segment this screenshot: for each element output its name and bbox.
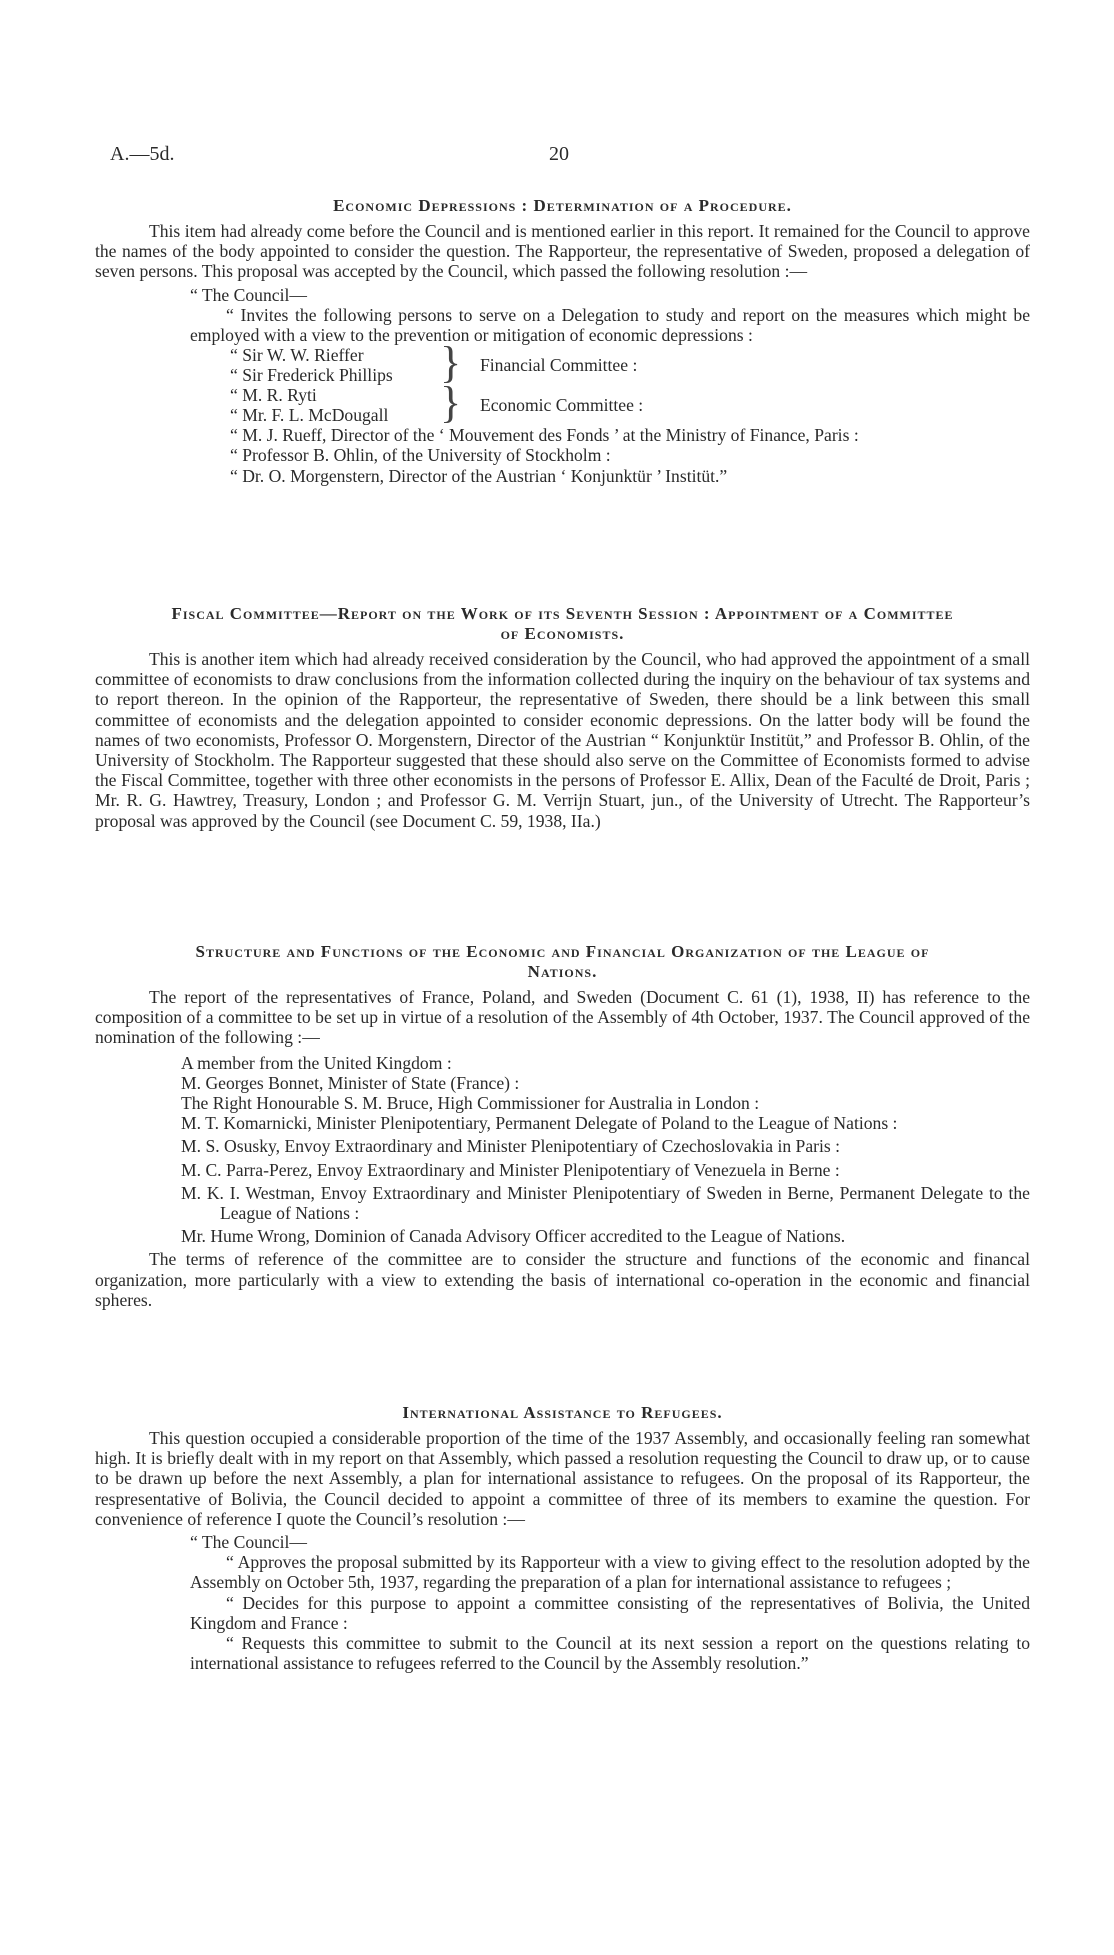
paragraph: This item had already come before the Council and is mentioned earlier in this report. It remained for the Council to approve the names of the body appointed to consider the question. The Rapporteur, the representative of Sweden, proposed a delegation of seven persons. This proposal was accepted by the Council, which passed the following resolution :—	[95, 221, 1030, 282]
section-structure-functions	[95, 942, 1030, 1310]
section-heading-line2: of Economists.	[500, 624, 625, 643]
member-name: “ Sir W. W. Rieffer	[230, 345, 364, 366]
committee-label: Financial Committee :	[480, 355, 638, 376]
section-fiscal-committee	[95, 604, 1030, 831]
list-item: The Right Honourable S. M. Bruce, High Commissioner for Australia in London :	[181, 1093, 760, 1114]
paragraph: This is another item which had already received consideration by the Council, who had approved the appointment of a small committee of economists to draw conclusions from the information collected during the inquiry on the behaviour of tax systems and to report thereon. In the opinion of the Rapporteur, the representative of Sweden, there should be a link between this small committee of economists and the delegation appointed to consider economic depressions. On the latter body will be found the names of two economists, Professor O. Morgenstern, Director of the Austrian “ Konjunktür Institüt,” and Professor B. Ohlin, of the University of Stockholm. The Rapporteur suggested that these should also serve on the Committee of Economists formed to advise the Fiscal Committee, together with three other economists in the persons of Professor E. Allix, Dean of the Faculté de Droit, Paris ; Mr. R. G. Hawtrey, Treasury, London ; and Professor G. M. Verrijn Stuart, jun., of the University of Utrecht. The Rapporteur’s proposal was approved by the Council (see Document C. 59, 1938, IIa.)	[95, 649, 1030, 831]
brace-icon: }	[440, 338, 462, 388]
quote-decides: “ Decides for this purpose to appoint a committee consisting of the representatives of Bolivia, the United Kingdom and France :	[190, 1592, 1030, 1633]
quote-approves: “ Approves the proposal submitted by its Rapporteur with a view to giving effect to the resolution adopted by the Assembly on October 5th, 1937, regarding the preparation of a plan for international assistance to refugees ;	[190, 1552, 1030, 1593]
list-item: Mr. Hume Wrong, Dominion of Canada Advisory Officer accredited to the League of Nations.	[181, 1226, 846, 1247]
member-line: “ Professor B. Ohlin, of the University of Stockholm :	[230, 445, 611, 466]
section-heading-line2: Nations.	[527, 962, 598, 981]
member-line: “ M. J. Rueff, Director of the ‘ Mouvement des Fonds ’ at the Ministry of Finance, Paris :	[230, 425, 859, 446]
list-item: M. Georges Bonnet, Minister of State (France) :	[181, 1072, 520, 1093]
member-name: “ M. R. Ryti	[230, 385, 317, 406]
section-heading-line1: Fiscal Committee—Report on the Work of its Seventh Session : Appointment of a Committee	[171, 604, 954, 623]
paragraph: The terms of reference of the committee are to consider the structure and functions of the economic and financal organization, more particularly with a view to extending the basis of international co-operation in the economic and financial spheres.	[95, 1249, 1030, 1310]
list-item: A member from the United Kingdom :	[181, 1052, 452, 1073]
quote-council: “ The Council—	[190, 284, 307, 305]
section-heading: Economic Depressions : Determination of a Procedure.	[333, 196, 792, 215]
paragraph: This question occupied a considerable proportion of the time of the 1937 Assembly, and occasionally feeling ran somewhat high. It is briefly dealt with in my report on that Assembly, which passed a resolution requesting the Council to draw up, or to cause to be drawn up before the next Assembly, a plan for international assistance to refugees. On the proposal of its Rapporteur, the respresentative of Bolivia, the Council decided to appoint a committee of three of its members to examine the question. For convenience of reference I quote the Council’s resolution :—	[95, 1428, 1030, 1529]
document-reference: A.—5d.	[110, 143, 175, 165]
brace-icon: }	[440, 378, 462, 428]
committee-label: Economic Committee :	[480, 395, 644, 416]
member-line: “ Dr. O. Morgenstern, Director of the Austrian ‘ Konjunktür ’ Institüt.”	[230, 465, 728, 486]
section-heading: International Assistance to Refugees.	[402, 1403, 723, 1422]
member-name: “ Sir Frederick Phillips	[230, 365, 393, 386]
quote-council: “ The Council—	[190, 1532, 307, 1553]
financial-committee-group	[95, 338, 1030, 388]
section-refugees	[95, 1403, 1030, 1673]
member-name: “ Mr. F. L. McDougall	[230, 405, 389, 426]
economic-committee-group	[95, 378, 1030, 428]
list-item: M. C. Parra-Perez, Envoy Extraordinary and Minister Plenipotentiary of Venezuela in Berne :	[181, 1159, 840, 1180]
section-economic-depressions	[95, 196, 1030, 486]
quote-requests: “ Requests this committee to submit to the Council at its next session a report on the questions relating to international assistance to refugees referred to the Council by the Assembly resolution.”	[190, 1633, 1030, 1674]
list-item: M. T. Komarnicki, Minister Plenipotentiary, Permanent Delegate of Poland to the League of Nations :	[181, 1113, 898, 1134]
list-item: M. K. I. Westman, Envoy Extraordinary and Minister Plenipotentiary of Sweden in Berne, Permanent Delegate to the League of Nations :	[181, 1182, 1030, 1224]
quote-invites: “ Invites the following persons to serve on a Delegation to study and report on the measures which might be employed with a view to the prevention or mitigation of economic depressions :	[190, 304, 1030, 346]
paragraph: The report of the representatives of France, Poland, and Sweden (Document C. 61 (1), 1938, II) has reference to the composition of a committee to be set up in virtue of a resolution of the Assembly of 4th October, 1937. The Council approved of the nomination of the following :—	[95, 987, 1030, 1048]
page-number: 20	[549, 143, 569, 165]
section-heading-line1: Structure and Functions of the Economic and Financial Organization of the League of	[195, 942, 930, 961]
list-item: M. S. Osusky, Envoy Extraordinary and Minister Plenipotentiary of Czechoslovakia in Paris :	[181, 1136, 841, 1157]
